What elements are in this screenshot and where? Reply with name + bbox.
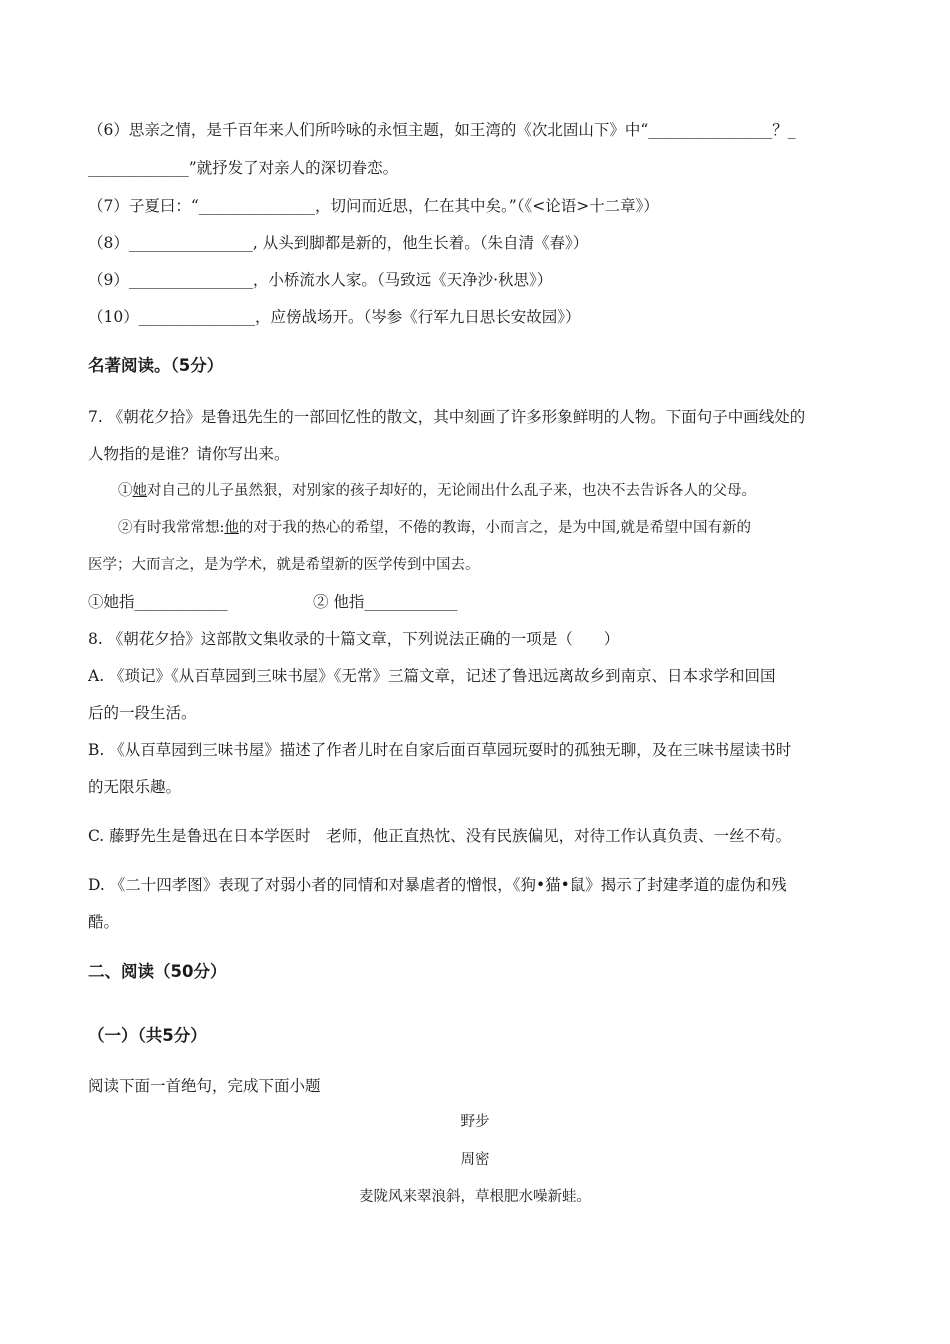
classics-q7-line-1: 7. 《朝花夕拾》是鲁迅先生的一部回忆性的散文，其中刻画了许多形象鲜明的人物。下面句子中画线处的	[88, 408, 806, 426]
question-10-recitation: （10）_______________，应傍战场开。（岑参《行军九日思长安故园》）	[88, 308, 581, 326]
question-9-recitation: （9）________________，小桥流水人家。（马致远《天净沙·秋思》）	[88, 271, 553, 289]
question-8-recitation: （8）________________, 从头到脚都是新的，他生长着。（朱自清《春》）	[88, 234, 589, 252]
sentence-1	[118, 480, 756, 502]
sentence-2-prefix: ②有时我常常想:	[118, 520, 225, 536]
question-7-recitation: （7）子夏曰：“_______________，切问而近思，仁在其中矣。”（《<论语>十二章》）	[88, 197, 659, 215]
reading-heading: 二、阅读（50分）	[88, 962, 227, 981]
sentence-1-underlined: 她	[132, 483, 147, 499]
reading-sub-heading: （一）（共5分）	[88, 1026, 207, 1045]
sentence-2	[118, 517, 751, 539]
option-d-line-2: 酷。	[88, 913, 120, 931]
answer-2-blank: ② 他指____________	[313, 593, 458, 611]
option-b-line-1: B. 《从百草园到三味书屋》描述了作者儿时在自家后面百草园玩耍时的孤独无聊，及在三味书屋读书时	[88, 741, 792, 759]
poem-title: 野步	[460, 1114, 490, 1130]
question-6-line-2: _____________”就抒发了对亲人的深切眷恋。	[88, 159, 399, 177]
reading-instruction: 阅读下面一首绝句，完成下面小题	[88, 1077, 321, 1095]
option-c: C. 藤野先生是鲁迅在日本学医时 老师，他正直热忱、没有民族偏见，对待工作认真负责、一丝不苟。	[88, 827, 792, 845]
sentence-2-underlined: 他	[224, 520, 239, 536]
sentence-2-line-2: 医学；大而言之，是为学术，就是希望新的医学传到中国去。	[88, 557, 480, 573]
classics-q7-line-2: 人物指的是谁？请你写出来。	[88, 445, 290, 463]
sentence-1-number: ①	[118, 483, 133, 499]
option-d-line-1: D. 《二十四孝图》表现了对弱小者的同情和对暴虐者的憎恨，《狗•猫•鼠》揭示了封建孝道的虚伪和残	[88, 876, 787, 894]
sentence-2-text: 的对于我的热心的希望，不倦的教诲，小而言之，是为中国,就是希望中国有新的	[238, 520, 751, 536]
poem-author: 周密	[460, 1152, 490, 1168]
sentence-1-text: 对自己的儿子虽然狠，对别家的孩子却好的，无论闹出什么乱子来，也决不去告诉各人的父母。	[147, 483, 756, 499]
option-a-line-1: A. 《琐记》《从百草园到三味书屋》《无常》三篇文章，记述了鲁迅远离故乡到南京、日本求学和回国	[88, 667, 776, 685]
poem-line-1: 麦陇风来翠浪斜，草根肥水噪新蛙。	[359, 1189, 591, 1205]
question-6-line-1: （6）思亲之情，是千百年来人们所吟咏的永恒主题，如王湾的《次北固山下》中“________________？_	[88, 121, 796, 139]
classics-heading: 名著阅读。（5分）	[88, 356, 224, 375]
option-b-line-2: 的无限乐趣。	[88, 778, 182, 796]
option-a-line-2: 后的一段生活。	[88, 704, 197, 722]
answer-1-blank: ①她指____________	[88, 593, 228, 611]
classics-q8-stem: 8. 《朝花夕拾》这部散文集收录的十篇文章，下列说法正确的一项是（ ）	[88, 630, 620, 648]
